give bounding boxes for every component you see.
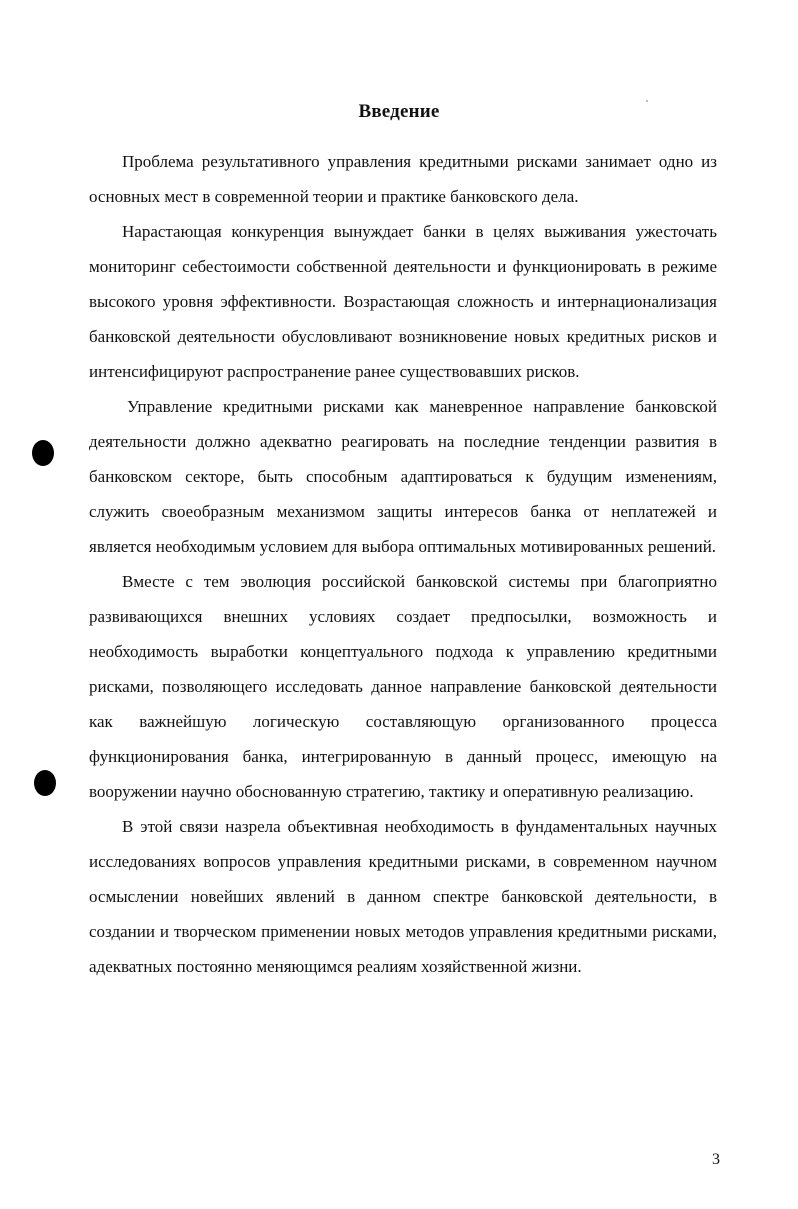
page-title: Введение	[358, 100, 440, 122]
paragraph: В этой связи назрела объективная необходимость в фундаментальных научных исследованиях вопросов управления кредитными рисками, в современном научном осмыслении новейших явлений в данном спектре банковской деятельности, в создании и творческом применении новых методов управления кредитными рисками, адекватных постоянно меняющимся реалиям хозяйственной жизни.	[89, 817, 717, 976]
binder-hole-top	[32, 440, 54, 466]
paragraph: Проблема результативного управления кредитными рисками занимает одно из основных мест в современной теории и практике банковского дела.	[89, 152, 717, 206]
paragraph: Нарастающая конкуренция вынуждает банки в целях выживания ужесточать мониторинг себестоимости собственной деятельности и функционировать в режиме высокого уровня эффективности. Возрастающая сложность и интернационализация банковской деятельности обусловливают возникновение новых кредитных рисков и интенсифицируют распространение ранее существовавших рисков.	[89, 222, 717, 381]
paragraph: Управление кредитными рисками как маневренное направление банковской деятельности должно адекватно реагировать на последние тенденции развития в банковском секторе, быть способным адаптироваться к будущим изменениям, служить своеобразным механизмом защиты интересов банка от неплатежей и является необходимым условием для выбора оптимальных мотивированных решений.	[89, 397, 717, 556]
page-number: 3	[712, 1151, 720, 1168]
binder-hole-bottom	[34, 770, 56, 796]
paragraph: Вместе с тем эволюция российской банковской системы при благоприятно развивающихся внешних условиях создает предпосылки, возможность и необходимость выработки концептуального подхода к управлению кредитными рисками, позволяющего исследовать данное направление банковской деятельности как важнейшую логическую составляющую организованного процесса функционирования банка, интегрированную в данный процесс, имеющую на вооружении научно обоснованную стратегию, тактику и оперативную реализацию.	[89, 572, 717, 801]
body-text	[89, 144, 717, 984]
